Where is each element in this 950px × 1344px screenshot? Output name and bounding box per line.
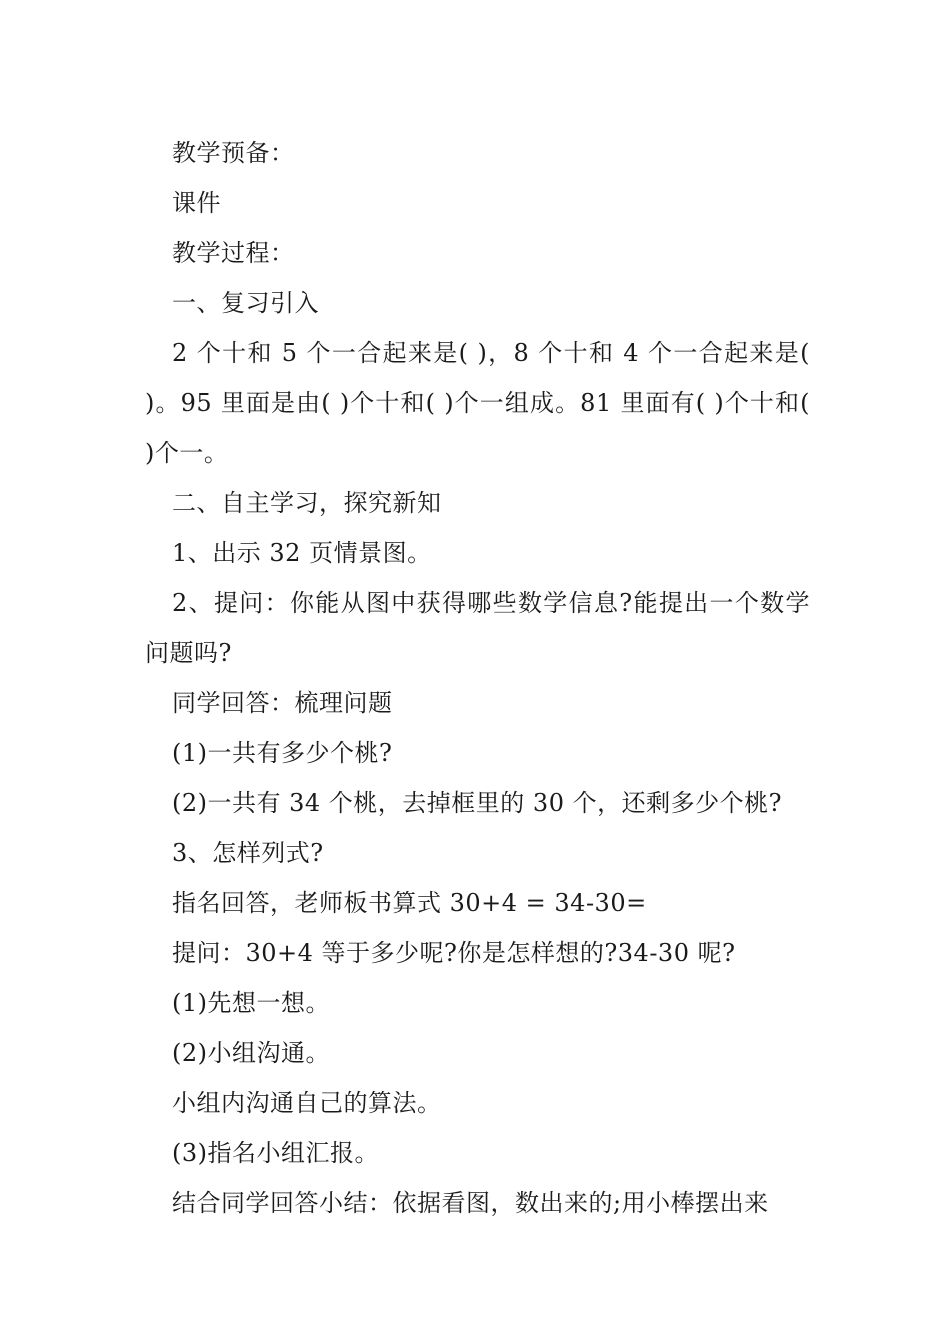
heading-teaching-process: 教学过程： xyxy=(172,239,295,267)
section-heading-self-study: 二、自主学习，探究新知 xyxy=(172,489,442,517)
paragraph-step-3: 3、怎样列式? xyxy=(172,839,324,867)
paragraph-review-exercise: 2 个十和 5 个一合起来是( )，8 个十和 4 个一合起来是( )。95 里面是由( )个十和( )个一组成。81 里面有( )个十和( )个一。 xyxy=(145,339,810,467)
paragraph-step-1: 1、出示 32 页情景图。 xyxy=(172,539,432,567)
paragraph-group-discuss: (2)小组沟通。 xyxy=(172,1039,330,1067)
heading-teaching-preparation: 教学预备： xyxy=(172,139,295,167)
paragraph-summary: 结合同学回答小结：依据看图，数出来的;用小棒摆出来 xyxy=(172,1189,769,1217)
paragraph-student-answer: 同学回答：梳理问题 xyxy=(172,689,393,717)
paragraph-group-report: (3)指名小组汇报。 xyxy=(172,1139,379,1167)
paragraph-think: (1)先想一想。 xyxy=(172,989,330,1017)
paragraph-courseware: 课件 xyxy=(172,189,221,217)
paragraph-group-method: 小组内沟通自己的算法。 xyxy=(172,1089,442,1117)
paragraph-board-formula: 指名回答，老师板书算式 30+4 = 34-30= xyxy=(172,889,647,917)
paragraph-question-sum: 提问：30+4 等于多少呢?你是怎样想的?34-30 呢? xyxy=(172,939,736,967)
section-heading-review: 一、复习引入 xyxy=(172,289,319,317)
paragraph-question-1: (1)一共有多少个桃? xyxy=(172,739,393,767)
paragraph-step-2: 2、提问：你能从图中获得哪些数学信息?能提出一个数学问题吗? xyxy=(145,589,810,667)
paragraph-question-2: (2)一共有 34 个桃，去掉框里的 30 个，还剩多少个桃? xyxy=(172,789,782,817)
